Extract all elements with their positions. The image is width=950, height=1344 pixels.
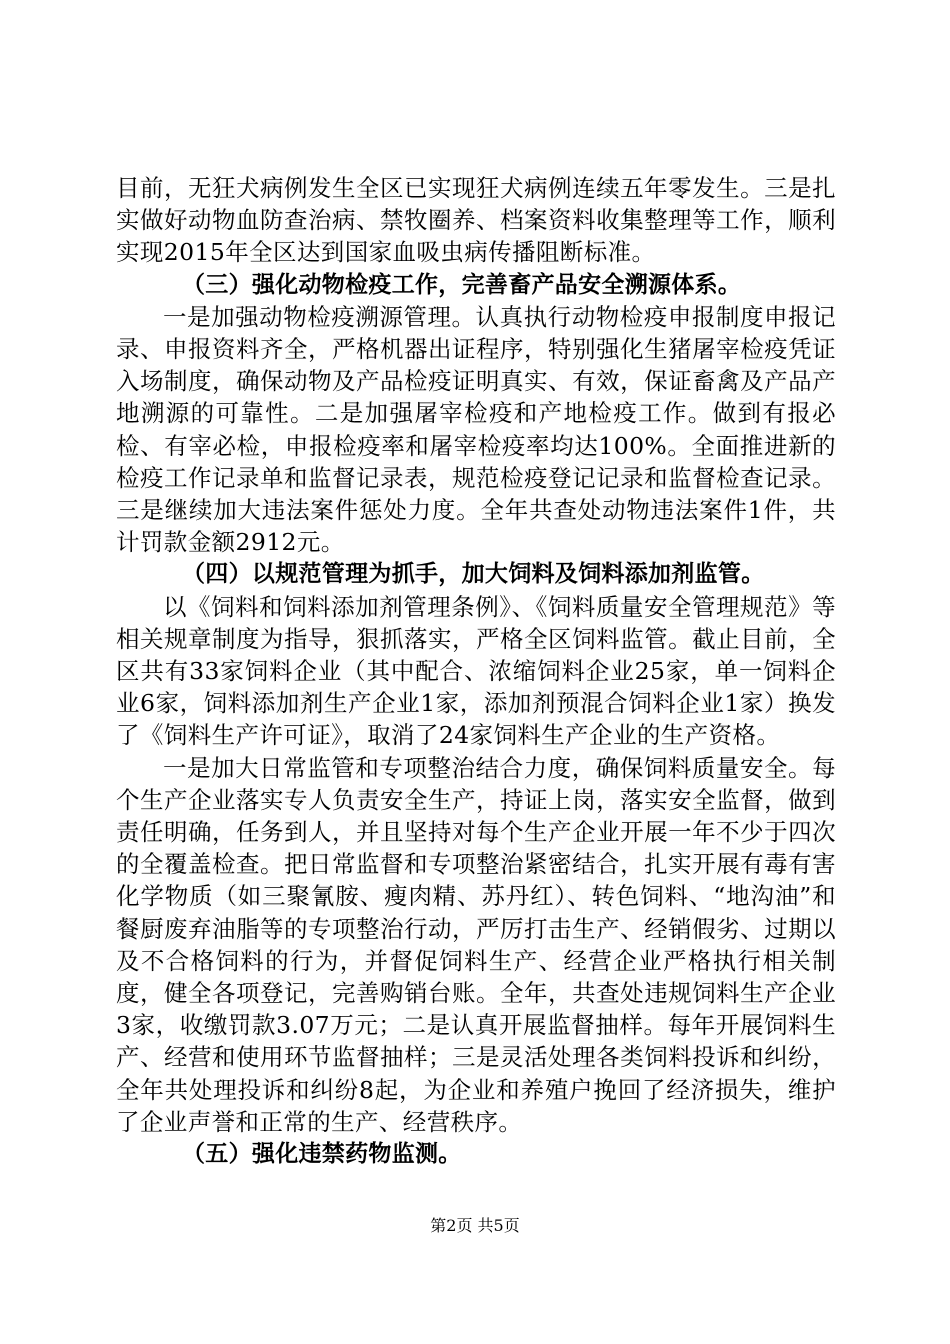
section-heading-4: （四）以规范管理为抓手，加大饲料及饲料添加剂监管。 [182,561,765,588]
paragraph-feed-regulation: 以《饲料和饲料添加剂管理条例》、《饲料质量安全管理规范》等相关规章制度为指导，狠抓落实，严格全区饲料监管。截止目前，全区共有33家饲料企业（其中配合、浓缩饲料企业25家，单一饲料企业6家，饲料添加剂生产企业1家，添加剂预混合饲料企业1家）换发了《饲料生产许可证》，取消了24家饲料生产企业的生产资格。 [116,592,836,750]
paragraph-continuation: 目前，无狂犬病例发生全区已实现狂犬病例连续五年零发生。三是扎实做好动物血防查治病、禁牧圈养、档案资料收集整理等工作，顺利实现2015年全区达到国家血吸虫病传播阻断标准。 [116,174,836,267]
page-footer: 第2页 共5页 [430,1216,520,1235]
section-heading-5: （五）强化违禁药物监测。 [182,1141,462,1168]
section-heading-3: （三）强化动物检疫工作，完善畜产品安全溯源体系。 [182,271,742,298]
document-body [116,172,836,1170]
paragraph-quarantine: 一是加强动物检疫溯源管理。认真执行动物检疫申报制度申报记录、申报资料齐全，严格机器出证程序，特别强化生猪屠宰检疫凭证入场制度，确保动物及产品检疫证明真实、有效，保证畜禽及产品产地溯源的可靠性。二是加强屠宰检疫和产地检疫工作。做到有报必检、有宰必检，申报检疫率和屠宰检疫率均达100%。全面推进新的检疫工作记录单和监督记录表，规范检疫登记记录和监督检查记录。三是继续加大违法案件惩处力度。全年共查处动物违法案件1件，共计罚款金额2912元。 [116,302,836,557]
paragraph-feed-supervision: 一是加大日常监管和专项整治结合力度，确保饲料质量安全。每个生产企业落实专人负责安全生产，持证上岗，落实安全监督，做到责任明确，任务到人，并且坚持对每个生产企业开展一年不少于四次的全覆盖检查。把日常监督和专项整治紧密结合，扎实开展有毒有害化学物质（如三聚氰胺、瘦肉精、苏丹红）、转色饲料、“地沟油”和餐厨废弃油脂等的专项整治行动，严厉打击生产、经销假劣、过期以及不合格饲料的行为，并督促饲料生产、经营企业严格执行相关制度，健全各项登记，完善购销台账。全年，共查处违规饲料生产企业3家，收缴罚款3.07万元；二是认真开展监督抽样。每年开展饲料生产、经营和使用环节监督抽样；三是灵活处理各类饲料投诉和纠纷，全年共处理投诉和纠纷8起，为企业和养殖户挽回了经济损失，维护了企业声誉和正常的生产、经营秩序。 [116,753,836,1136]
